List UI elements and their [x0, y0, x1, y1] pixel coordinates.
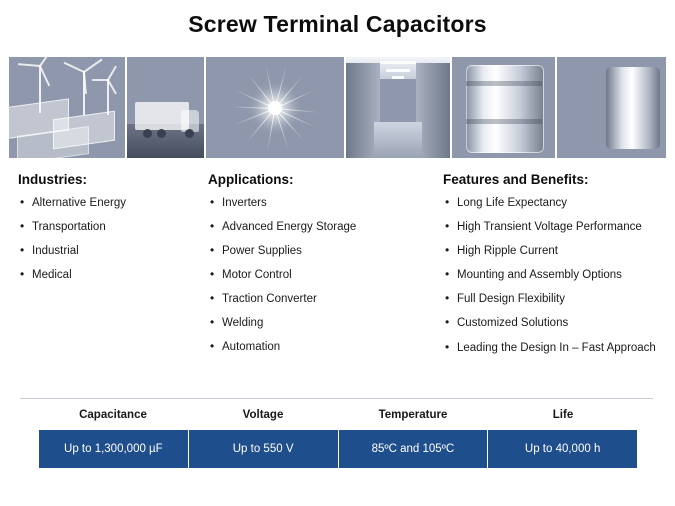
column-industries: [0, 172, 190, 367]
spec-header-capacitance: Capacitance: [79, 409, 147, 421]
list-item: • Alternative Energy: [18, 196, 190, 210]
specification-table: [38, 409, 638, 469]
applications-list: [208, 196, 425, 354]
capacitor-product-photo: [452, 57, 555, 158]
data-center-photo: [346, 57, 450, 158]
column-features-benefits: [425, 172, 675, 367]
list-item: • Medical: [18, 268, 190, 282]
list-item: • Industrial: [18, 244, 190, 258]
column-applications: [190, 172, 425, 367]
list-item: • Customized Solutions: [443, 316, 675, 330]
column-heading-features-colon: :: [584, 172, 589, 187]
column-heading-applications: [208, 172, 425, 187]
spec-value-voltage: Up to 550 V: [189, 430, 339, 468]
list-item: • Power Supplies: [208, 244, 425, 258]
list-item: • Automation: [208, 340, 425, 354]
welding-sparks-photo: [206, 57, 344, 158]
spec-header-voltage: Voltage: [242, 409, 284, 421]
list-item: • Mounting and Assembly Options: [443, 268, 675, 282]
spec-value-temperature: 85ºC and 105ºC: [339, 430, 489, 468]
spec-header-life: Life: [552, 409, 574, 421]
solar-wind-energy-photo: [9, 57, 125, 158]
column-heading-industries: [18, 172, 190, 187]
column-heading-industries-text: Industries: [18, 172, 83, 187]
spec-value-life: Up to 40,000 h: [488, 430, 637, 468]
page-title: Screw Terminal Capacitors: [188, 11, 487, 37]
section-divider: [20, 398, 653, 399]
column-heading-industries-colon: :: [82, 172, 88, 187]
truck-transportation-photo: [127, 57, 204, 158]
spec-table-row: [38, 429, 638, 469]
list-item: • Leading the Design In – Fast Approach: [443, 340, 675, 357]
list-item: • Transportation: [18, 220, 190, 234]
list-item: • Advanced Energy Storage: [208, 220, 425, 234]
industries-list: [18, 196, 190, 282]
list-item: • Welding: [208, 316, 425, 330]
image-strip: [9, 57, 666, 158]
list-item: • Inverters: [208, 196, 425, 210]
spec-value-capacitance: Up to 1,300,000 µF: [39, 430, 189, 468]
content-columns: [0, 172, 675, 367]
list-item: • Full Design Flexibility: [443, 292, 675, 306]
spec-header-temperature: Temperature: [378, 409, 448, 421]
column-heading-features-text: Features and Benefits: [443, 172, 585, 187]
spec-table-headers: [38, 409, 638, 421]
features-list: [443, 196, 675, 357]
list-item: • High Transient Voltage Performance: [443, 220, 675, 234]
list-item: • High Ripple Current: [443, 244, 675, 258]
column-heading-features: [443, 172, 675, 187]
column-heading-applications-colon: :: [289, 172, 294, 187]
list-item: • Long Life Expectancy: [443, 196, 675, 210]
capacitor-product-photo-2: [557, 57, 666, 158]
list-item: • Traction Converter: [208, 292, 425, 306]
column-heading-applications-text: Applications: [208, 172, 290, 187]
list-item: • Motor Control: [208, 268, 425, 282]
